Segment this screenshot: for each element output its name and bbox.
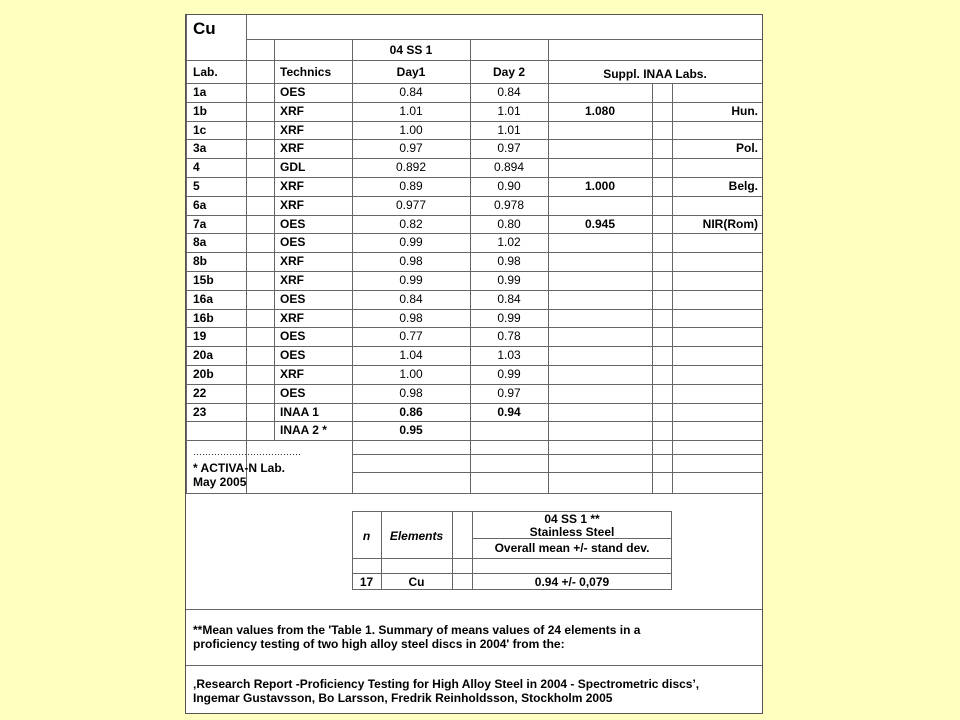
table-row-technics: XRF	[280, 104, 304, 118]
page-title: Cu	[193, 19, 216, 38]
summary-n-header: n	[362, 529, 371, 543]
table-row-day2: 0.99	[497, 311, 521, 325]
footnote-dots: ………………………………	[193, 447, 301, 457]
table-row-technics: XRF	[280, 179, 304, 193]
summary-sample-line2: Stainless Steel	[529, 525, 615, 539]
table-row-day2: 0.78	[497, 329, 521, 343]
table-row-lab: 1a	[193, 85, 207, 99]
table-row-technics: OES	[280, 217, 306, 231]
table-row-lab: 1b	[193, 104, 208, 118]
table-row-technics: OES	[280, 329, 306, 343]
header-day2: Day 2	[492, 65, 526, 79]
table-row-technics: OES	[280, 235, 306, 249]
table-row-technics: OES	[280, 348, 306, 362]
table-row-technics: XRF	[280, 141, 304, 155]
header-suppl: Suppl. INAA Labs.	[603, 67, 707, 81]
table-row-technics: OES	[280, 85, 306, 99]
table-row-day1: 0.99	[399, 235, 423, 249]
table-row-technics: XRF	[280, 198, 304, 212]
table-row-suppl-lab: NIR(Rom)	[702, 217, 758, 231]
table-row-lab: 22	[193, 386, 207, 400]
table-row-day2: 0.99	[497, 367, 521, 381]
table-row-day2: 0.84	[497, 292, 521, 306]
summary-elements-header: Elements	[389, 529, 444, 543]
table-row-day2: 0.94	[497, 405, 521, 419]
note-line1: **Mean values from the 'Table 1. Summary of means values of 24 elements in a	[193, 623, 641, 637]
summary-element-value: Cu	[408, 575, 425, 589]
table-row-day2: 0.98	[497, 254, 521, 268]
table-row-day1: 0.82	[399, 217, 423, 231]
table-row-lab: 20b	[193, 367, 214, 381]
table-row-technics: OES	[280, 292, 306, 306]
summary-table	[352, 511, 672, 590]
table-row-day1: 0.99	[399, 273, 423, 287]
table-row-lab: 5	[193, 179, 200, 193]
table-row-lab: 6a	[193, 198, 207, 212]
table-row-suppl-value: 0.945	[584, 217, 616, 231]
table-row-day1: 1.00	[399, 367, 423, 381]
header-technics: Technics	[280, 65, 332, 79]
summary-mean-value: 0.94 +/- 0,079	[534, 575, 610, 589]
footnote-line1: * ACTIVA-N Lab.	[193, 461, 285, 475]
table-row-day1: 0.86	[399, 405, 423, 419]
header-sample: 04 SS 1	[389, 43, 433, 57]
table-row-lab: 16b	[193, 311, 214, 325]
header-day1: Day1	[396, 65, 426, 79]
table-row-day1: 0.77	[399, 329, 423, 343]
table-row-technics: XRF	[280, 254, 304, 268]
table-row-day2: 0.99	[497, 273, 521, 287]
table-row-suppl-lab: Belg.	[728, 179, 758, 193]
table-row-day1: 0.892	[395, 160, 427, 174]
table-row-lab: 20a	[193, 348, 214, 362]
table-row-lab: 3a	[193, 141, 207, 155]
table-row-lab: 16a	[193, 292, 214, 306]
table-row-technics: XRF	[280, 273, 304, 287]
footnote-line2: May 2005	[193, 475, 247, 489]
table-row-lab: 1c	[193, 123, 207, 137]
table-row-day2: 0.90	[497, 179, 521, 193]
table-row-day2: 0.84	[497, 85, 521, 99]
table-row-technics: INAA 1	[280, 405, 319, 419]
reference-line2: Ingemar Gustavsson, Bo Larsson, Fredrik Reinholdsson, Stockholm 2005	[193, 691, 613, 705]
table-row-day2: 0.97	[497, 386, 521, 400]
table-sheet	[185, 14, 763, 714]
table-row-day1: 0.98	[399, 386, 423, 400]
table-row-day1: 0.84	[399, 292, 423, 306]
table-row-day2: 0.978	[493, 198, 525, 212]
table-row-day1: 1.04	[399, 348, 423, 362]
header-lab: Lab.	[193, 65, 218, 79]
table-row-suppl-lab: Hun.	[731, 104, 758, 118]
summary-sample-line1: 04 SS 1 **	[544, 512, 600, 526]
table-row-day1: 0.84	[399, 85, 423, 99]
table-row-day1: 0.95	[399, 423, 423, 437]
table-row-day1: 1.00	[399, 123, 423, 137]
table-row-technics: GDL	[280, 160, 306, 174]
reference-line1: ‚Research Report -Proficiency Testing for High Alloy Steel in 2004 - Spectrometric discs’,	[193, 677, 700, 691]
table-row-day2: 0.97	[497, 141, 521, 155]
table-row-technics: XRF	[280, 123, 304, 137]
table-row-technics: OES	[280, 386, 306, 400]
table-row-technics: XRF	[280, 367, 304, 381]
table-row-day1: 0.98	[399, 254, 423, 268]
table-row-technics: XRF	[280, 311, 304, 325]
table-row-suppl-value: 1.080	[584, 104, 616, 118]
table-row-lab: 19	[193, 329, 207, 343]
table-row-day2: 1.01	[497, 104, 521, 118]
table-row-day2: 1.02	[497, 235, 521, 249]
summary-n-value: 17	[359, 575, 374, 589]
table-row-day2: 0.894	[493, 160, 525, 174]
table-row-day1: 0.98	[399, 311, 423, 325]
table-row-day1: 1.01	[399, 104, 423, 118]
table-row-technics: INAA 2 *	[280, 423, 327, 437]
table-row-lab: 8a	[193, 235, 207, 249]
note-line2: proficiency testing of two high alloy steel discs in 2004' from the:	[193, 637, 565, 651]
table-row-day2: 0.80	[497, 217, 521, 231]
table-row-suppl-lab: Pol.	[735, 141, 758, 155]
table-row-lab: 23	[193, 405, 207, 419]
table-row-lab: 7a	[193, 217, 207, 231]
table-row-day1: 0.89	[399, 179, 423, 193]
table-row-lab: 4	[193, 160, 200, 174]
table-row-lab: 15b	[193, 273, 214, 287]
table-row-day1: 0.97	[399, 141, 423, 155]
table-row-lab: 8b	[193, 254, 208, 268]
table-row-day2: 1.01	[497, 123, 521, 137]
table-row-day2: 1.03	[497, 348, 521, 362]
table-row-suppl-value: 1.000	[584, 179, 616, 193]
table-row-day1: 0.977	[395, 198, 427, 212]
summary-overall-header: Overall mean +/- stand dev.	[494, 541, 650, 555]
